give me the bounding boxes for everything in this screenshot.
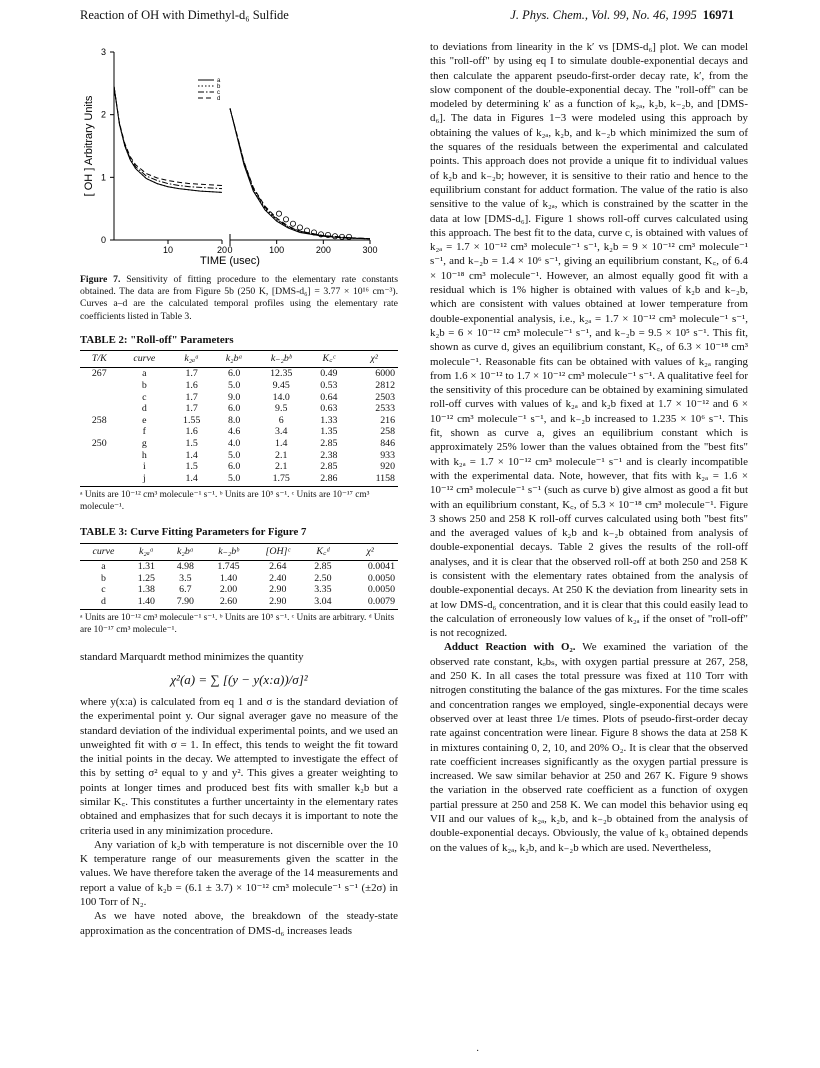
- curve-c: [114, 87, 222, 189]
- table-3-row: [80, 596, 398, 610]
- figure-7-chart: [80, 40, 398, 268]
- y-tick-label: 0: [100, 235, 106, 245]
- legend-label-b: b: [217, 84, 221, 90]
- table-2-cell: 1.4: [185, 449, 198, 461]
- table-3-cell: 2.00: [219, 584, 238, 596]
- table-3-cell: 0.0050: [367, 572, 395, 584]
- table-2-cell: 9.45: [272, 380, 290, 391]
- curve-c: [230, 108, 370, 238]
- table-3-cell: 1.40: [219, 572, 238, 584]
- table-2-cell: 846: [380, 437, 395, 449]
- table-2-row: [80, 426, 398, 438]
- table-2-row: [80, 368, 398, 380]
- legend-label-a: a: [217, 78, 221, 84]
- table-3-cell: 2.40: [269, 572, 287, 584]
- table-2-cell: 2.38: [320, 449, 338, 461]
- x-tick-label: 0: [227, 245, 233, 255]
- table-3-header-cell: k₋₂bᵇ: [205, 543, 252, 560]
- table-2-cell: [80, 473, 119, 487]
- table-3-header-row: [80, 543, 398, 560]
- caption-label: Figure 7.: [80, 274, 121, 285]
- curve-d: [230, 108, 370, 238]
- table-2-cell: 0.53: [320, 380, 338, 391]
- table-2-cell: 1.7: [185, 391, 198, 403]
- table-2-cell: [80, 450, 119, 462]
- table-2-cell: 14.0: [272, 391, 290, 403]
- table-2-cell: 2812: [375, 380, 395, 391]
- table-2-cell: 1.6: [185, 426, 198, 438]
- y-axis-label: [ OH ] Arbitrary Units: [83, 95, 95, 197]
- table-2-cell: 6000: [375, 368, 395, 380]
- table-2-cell: 9.5: [275, 403, 288, 415]
- table-2-cell: 1158: [350, 473, 398, 487]
- running-title: Reaction of OH with Dimethyl-d₆ Sulfide: [80, 8, 289, 22]
- table-2-header-cell: k₂bᵃ: [213, 351, 255, 368]
- table-2-cell: 6.0: [227, 461, 241, 473]
- table-3-cell: b: [100, 572, 106, 584]
- table-2-cell: 2503: [375, 391, 395, 403]
- curve-b: [114, 87, 222, 193]
- table-2-cell: 1.35: [320, 426, 338, 438]
- table-2-row: [80, 438, 398, 450]
- caption-text: Sensitivity of fitting procedure to the elementary rate constants obtained. The data are from Figure 5b (250 K, [DMS-d₆] = 3.77 × 10¹⁶ cm⁻³). Curves a–d are the calculated temporal profiles using the elementary rate coefficients listed in Table 3.: [80, 274, 398, 322]
- x-tick-label: 100: [269, 245, 285, 255]
- data-point: [276, 211, 281, 216]
- journal-citation: [510, 8, 734, 23]
- table-3-row: [80, 560, 398, 572]
- table-2-cell: 5.0: [213, 473, 255, 487]
- table-2-cell: [80, 403, 119, 415]
- table-3-cell: 6.7: [179, 584, 192, 596]
- table-2-row: [80, 380, 398, 392]
- table-3-cell: 1.745: [217, 560, 240, 572]
- table-2-row: [80, 473, 398, 487]
- table-2-cell: [80, 392, 119, 404]
- table-2-cell: j: [119, 473, 171, 487]
- x-tick-label: 200: [315, 245, 331, 255]
- x-tick-label: 20: [216, 245, 228, 255]
- x-axis-label: TIME (usec): [200, 255, 260, 267]
- table-2-cell: 1.4: [170, 473, 213, 487]
- table-2-header-cell: k₂ₐᵃ: [170, 351, 213, 368]
- table-2-cell: e: [142, 414, 147, 426]
- data-point: [346, 234, 351, 239]
- table-2-body: [80, 368, 398, 487]
- y-tick-label: 1: [100, 172, 106, 183]
- curve-b: [230, 108, 370, 238]
- table-3: [80, 543, 398, 611]
- table-2-header-cell: T/K: [80, 351, 119, 368]
- table-2-cell: h: [141, 449, 147, 461]
- table-3-cell: 3.5: [179, 572, 192, 584]
- table-2-cell: 9.0: [227, 391, 241, 403]
- table-2-cell: 6.0: [227, 368, 241, 380]
- table-3-header-cell: k₂ₐᵃ: [127, 543, 166, 560]
- page-number: 16971: [702, 8, 734, 22]
- table-2-header-cell: K꜀ᶜ: [307, 351, 350, 368]
- table-3-cell: 3.35: [314, 584, 332, 596]
- table-3-cell: 4.98: [176, 560, 194, 572]
- table-2-cell: 1.5: [185, 437, 198, 449]
- table-3-cell: 2.60: [205, 596, 252, 610]
- table-3-header-cell: K꜀ᵈ: [303, 543, 342, 560]
- data-point: [283, 217, 288, 222]
- table-2-cell: [80, 461, 119, 473]
- table-2-row: [80, 415, 398, 427]
- table-3-cell: 3.04: [303, 596, 342, 610]
- table-2-cell: d: [141, 403, 147, 415]
- table-2-cell: 267: [91, 368, 107, 380]
- body-paragraph-6-text: We examined the variation of the observed rate constant, kₒbₛ, with oxygen partial pressure at 267, 258, and 250 K. In all cases the total pressure was fixed at 110 Torr with nitrogen constituting the balance of the gas mixtures. For the time scales and concentration ranges we employed, single-exponential decays were observed over at least three 1/e times. Plots of pseudo-first-order decay rate against concentration were linear. Figure 8 shows the data at 258 K in mixtures containing 0, 2, 10, and 20% O₂. It is clear that the observed rate coefficient increases significantly as the oxygen partial pressure is increased. We saw similar behavior at 250 and 267 K. Figure 9 shows the variation in the observed rate coefficient as a function of oxygen partial pressure at 250 and 258 K. We can model this behavior using eq VII and our values of k₂ₐ, k₂b, and k₋₂b obtained from the analysis of double-exponential decays. Obviously, the value of k₃ obtained depends on the values of k₂ₐ, k₂b, and k₋₂b which are used. Nevertheless,: [430, 641, 748, 854]
- figure-7: [80, 40, 398, 268]
- table-2-cell: 2.1: [275, 449, 288, 461]
- body-paragraph-4: As we have noted above, the breakdown of the steady-state approximation as the concentration of DMS-d₆ increases leads: [80, 910, 398, 937]
- table-2-cell: 8.0: [227, 414, 241, 426]
- table-3-cell: c: [101, 584, 106, 596]
- table-2-cell: 4.6: [227, 426, 241, 438]
- table-2-cell: 258: [380, 426, 395, 438]
- journal-name: J. Phys. Chem., Vol. 99, No. 46, 1995: [510, 8, 697, 22]
- table-2: [80, 350, 398, 487]
- table-2-cell: 1.7: [185, 368, 198, 380]
- table-2-cell: 5.0: [227, 380, 241, 391]
- table-3-cell: 0.0041: [367, 560, 395, 572]
- table-2-cell: 12.35: [270, 368, 293, 380]
- y-tick-label: 2: [100, 109, 106, 120]
- body-paragraph-5: to deviations from linearity in the k′ vs [DMS-d₆] plot. We can model this "roll-off" by using eq I to simulate double-exponential decays and then calculate the apparent pseudo-first-order decay rate, k′, from the slow component of the double-exponential decay. The "roll-off" can be modeled by determining k′ as a function of k₂ₐ, k₂b, k₋₂b, and [DMS-d₆]. The data in Figures 1−3 were modeled using this approach by obtaining the values of k₂ₐ, k₂b, and k₋₂b which minimized the sum of the squares of the residuals between the experimental and calculated points. This approach does not provide a unique fit to individual values of k₂b and k₋₂b; however, it is sensitive to their ratio and hence to the equilibrium constant for adduct formation. The value of the ratio is also sensitive to the value of k₂ₐ, which is constrained by the scatter in the data at low [DMS-d₆]. Figure 1 shows roll-off curves calculated using this approach. The best fit to the data, curve c, is obtained with values of k₂ₐ = 1.7 × 10⁻¹² cm³ molecule⁻¹ s⁻¹, k₂b = 9 × 10⁻¹² cm³ molecule⁻¹ s⁻¹, and k₋₂b = 1.4 × 10⁶ s⁻¹, giving an equilibrium constant, K꜀, of 6.4 × 10⁻¹⁸ cm³ molecule⁻¹. However, an almost equally good fit with a residual which is 1% higher is obtained with values of k₂b and k₋₂b, which are consistent with values obtained at lower temperature from double-exponential analysis, i.e., k₂ₐ = 1.7 × 10⁻¹² cm³ molecule⁻¹ s⁻¹, k₂b = 6 × 10⁻¹² cm³ molecule⁻¹ s⁻¹, and k₋₂b = 9.5 × 10⁵ s⁻¹. This fit, shown as curve d, gives an equilibrium constant, K꜀, of 6.3 × 10⁻¹⁸ cm³ molecule⁻¹. Reasonable fits can be obtained with values of k₂ₐ ranging from 1.6 × 10⁻¹² to 1.7 × 10⁻¹² cm³ molecule⁻¹ s⁻¹. A qualitative feel for the sensitivity of this procedure can be obtained by examining simulated roll-off curves with values of k₂ₐ and k₂b fixed at 1.7 × 10⁻¹² and 6 × 10⁻¹² cm³ molecule⁻¹ s⁻¹, and k₋₂b increased to 1.235 × 10⁶ s⁻¹. This fit, shown as curve a, gives an equilibrium constant which is approximately 25% lower than the values obtained from the "best fits" with k₂ₐ = 1.7 × 10⁻¹² cm³ molecule⁻¹ s⁻¹ and is clearly incompatible with the experimental data. Note, however, that fits with k₂ₐ = 1.6 × 10⁻¹² cm³ molecule⁻¹ s⁻¹ (such as curve b) give almost as good a fit but with an equilibrium constant, K꜀, of 5.3 × 10⁻¹⁸ cm³ molecule⁻¹. Figure 3 shows 250 and 258 K roll-off curves calculated using both "best fits" and the averaged values of k₂b and k₋₂b obtained from analysis of double-exponential decays. Table 2 gives the results of the roll-off analyses, and it is clear that the observed roll-off at both 250 and 258 K is consistent with the elementary rates obtained from the analysis of double-exponential decays. At 250 K the deviation from linearity sets in at low DMS-d₆ concentration, and it is clear that this could easily lead to the calculation of erroneously low values of k₂ₐ if the onset of "roll-off" is not recognized.: [430, 41, 748, 640]
- section-heading: Adduct Reaction with O₂.: [444, 641, 576, 654]
- table-2-label: TABLE 2:: [80, 333, 128, 346]
- body-paragraph-3: Any variation of k₂b with temperature is not discernible over the 10 K temperature range of our measurements given the scatter in the values. We have therefore taken the average of the 14 measurements and report a value of k₂b = (6.1 ± 3.7) × 10⁻¹² cm³ molecule⁻¹ s⁻¹ (±2σ) in 100 Torr of N₂.: [80, 838, 398, 909]
- left-column: [80, 40, 398, 938]
- table-3-cell: a: [101, 560, 106, 572]
- table-2-caption: "Roll-off" Parameters: [130, 333, 234, 346]
- table-3-cell: 7.90: [166, 596, 205, 610]
- table-2-cell: c: [142, 391, 147, 403]
- table-3-header-cell: [OH]ᶜ: [252, 543, 303, 560]
- table-2-cell: 1.33: [320, 414, 338, 426]
- table-2-cell: 933: [380, 449, 395, 461]
- table-2-row: [80, 403, 398, 415]
- table-2-cell: 3.4: [275, 426, 288, 438]
- table-3-cell: 2.50: [314, 572, 332, 584]
- table-2-cell: [80, 426, 119, 438]
- table-2-row: [80, 392, 398, 404]
- table-3-row: [80, 584, 398, 596]
- table-3-cell: 2.64: [269, 560, 287, 572]
- table-2-cell: a: [142, 368, 147, 380]
- chi-squared-equation: χ²(a) = ∑ [(y − y(x:a))/σ]²: [170, 671, 308, 687]
- table-2-cell: 1.5: [185, 461, 198, 473]
- data-point: [290, 221, 295, 226]
- table-3-cell: 2.85: [314, 560, 332, 572]
- table-2-cell: 1.7: [185, 403, 198, 415]
- table-3-header-cell: k₂bᵃ: [166, 543, 205, 560]
- body-paragraph-2: where y(x:a) is calculated from eq 1 and σ is the standard deviation of the experimental point y. Our signal averager gave no measure of the standard deviation of the individual experimental points, and we used an unweighted fit with σ = 1. In effect, this tends to weight the fit toward the initial points in the decay. We attempted to investigate the effect of this by setting σ² equal to y and y². This gives a greater weighting to points at longer times and produced best fits with smaller k₂b but a similar K꜀. This constitutes a further uncertainty in the elementary rates obtained and emphasizes that for such decays it is important to note the criteria used in any minimization procedure.: [80, 695, 398, 837]
- table-2-footnote: ᵃ Units are 10⁻¹² cm³ molecule⁻¹ s⁻¹. ᵇ Units are 10⁵ s⁻¹. ᶜ Units are 10⁻¹⁷ cm³ molecule⁻¹.: [80, 490, 370, 512]
- table-2-cell: 2533: [375, 403, 395, 415]
- table-2-cell: 4.0: [227, 437, 241, 449]
- table-2-title: [80, 333, 398, 347]
- curve-d: [114, 87, 222, 186]
- figure-7-caption: [80, 274, 398, 323]
- table-2-header-cell: k₋₂bᵇ: [255, 351, 307, 368]
- table-2-header-cell: curve: [119, 351, 171, 368]
- right-column: [430, 40, 748, 855]
- table-3-body: [80, 560, 398, 609]
- y-tick-label: 3: [100, 47, 106, 57]
- table-2-cell: b: [141, 380, 147, 391]
- x-tick-label: 10: [162, 245, 174, 255]
- table-3-cell: 2.90: [269, 584, 287, 596]
- table-2-cell: g: [141, 437, 147, 449]
- table-3-cell: 2.90: [252, 596, 303, 610]
- table-2-cell: 2.85: [320, 437, 338, 449]
- legend-label-c: c: [217, 90, 220, 96]
- table-3-row: [80, 573, 398, 585]
- curve-a: [114, 87, 222, 193]
- curve-a: [230, 108, 370, 238]
- table-3-footnote: ᵃ Units are 10⁻¹² cm³ molecule⁻¹ s⁻¹. ᵇ Units are 10⁵ s⁻¹. ᶜ Units are arbitrary. ᵈ Units are 10⁻¹⁷ cm³ molecule⁻¹.: [80, 613, 395, 635]
- table-2-cell: 0.64: [320, 391, 338, 403]
- table-2-row: [80, 450, 398, 462]
- table-3-cell: 1.40: [127, 596, 166, 610]
- table-3-title: [80, 525, 398, 539]
- table-3-caption: Curve Fitting Parameters for Figure 7: [130, 526, 307, 539]
- table-2-row: [80, 461, 398, 473]
- table-3-label: TABLE 3:: [80, 526, 128, 539]
- table-2-header-row: [80, 351, 398, 368]
- table-3-cell: d: [80, 596, 127, 610]
- page-mark: ·: [476, 1046, 480, 1057]
- table-2-cell: 6: [278, 414, 284, 426]
- body-paragraph-6: [430, 640, 748, 854]
- table-2-cell: 216: [380, 414, 395, 426]
- table-2-cell: 0.63: [320, 403, 338, 415]
- table-3-header-cell: χ²: [342, 543, 398, 560]
- table-2-cell: 250: [91, 437, 107, 449]
- table-2-cell: 258: [91, 414, 107, 426]
- body-paragraph-1: standard Marquardt method minimizes the quantity: [80, 651, 304, 664]
- table-2-cell: f: [142, 426, 146, 438]
- table-3-cell: 1.25: [137, 572, 155, 584]
- table-2-cell: 1.55: [183, 414, 201, 426]
- table-2-cell: 5.0: [227, 449, 241, 461]
- table-2-cell: [80, 380, 119, 392]
- data-point: [297, 225, 302, 230]
- table-3-cell: 0.0079: [342, 596, 398, 610]
- table-3-header-cell: curve: [80, 543, 127, 560]
- table-2-cell: i: [142, 461, 146, 473]
- table-2-cell: 1.4: [275, 437, 288, 449]
- table-2-header-cell: χ²: [350, 351, 398, 368]
- table-2-cell: 1.75: [255, 473, 307, 487]
- table-2-cell: 0.49: [320, 368, 338, 380]
- table-3-cell: 1.31: [137, 560, 155, 572]
- table-2-cell: 2.86: [307, 473, 350, 487]
- table-2-cell: 2.85: [320, 461, 338, 473]
- x-tick-label: 300: [362, 245, 378, 255]
- table-2-cell: 6.0: [227, 403, 241, 415]
- table-3-cell: 0.0050: [367, 584, 395, 596]
- legend-label-d: d: [217, 96, 221, 102]
- table-2-cell: 2.1: [275, 461, 288, 473]
- table-3-cell: 1.38: [137, 584, 155, 596]
- table-2-cell: 1.6: [185, 380, 198, 391]
- table-2-cell: 920: [380, 461, 395, 473]
